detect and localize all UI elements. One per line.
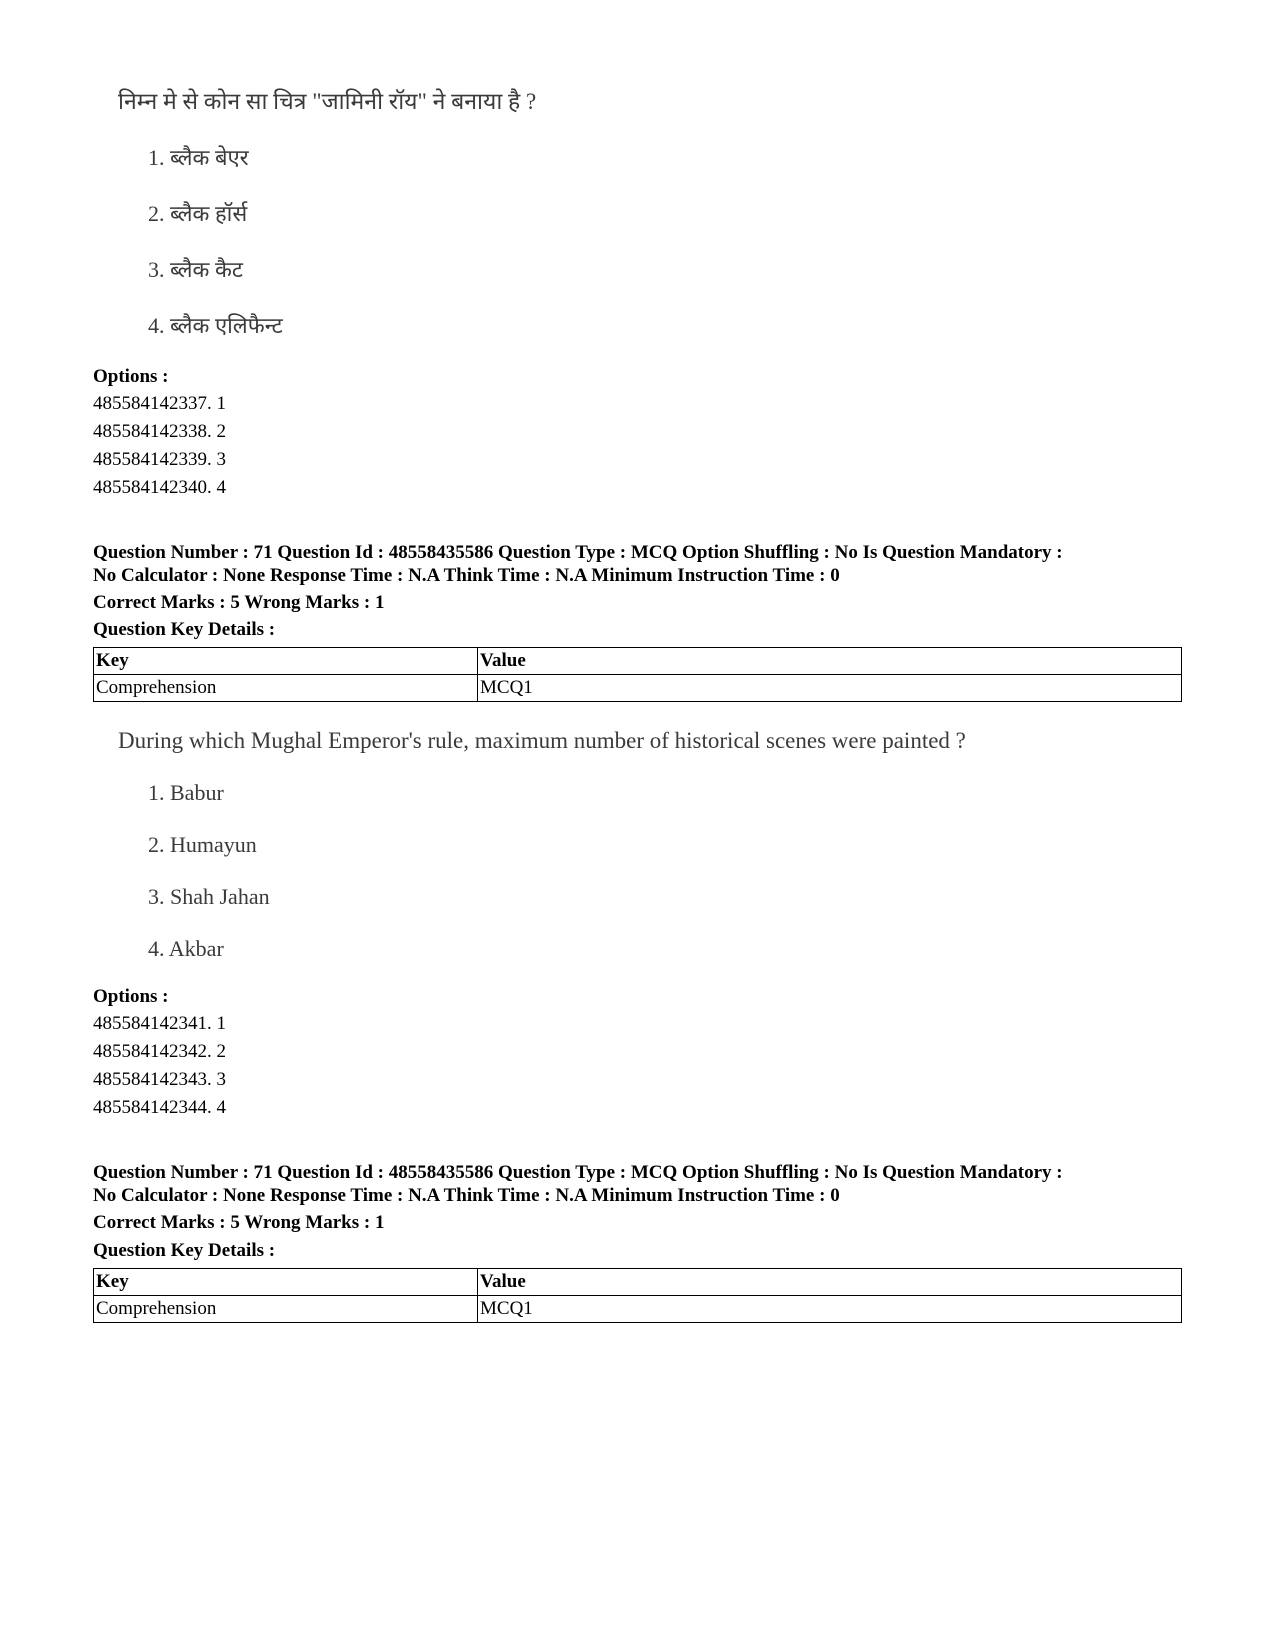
question-1-text: निम्न मे से कोन सा चित्र "जामिनी रॉय" ने बनाया है ? [118,89,537,114]
option-id-6: 485584142342. 2 [93,1041,226,1062]
question-meta-1 [93,541,1203,587]
option-id-2: 485584142338. 2 [93,421,226,442]
table-header-row [94,1269,1182,1296]
question-meta-line-2: No Calculator : None Response Time : N.A Think Time : N.A Minimum Instruction Time : 0 [93,565,840,586]
option-id-3: 485584142339. 3 [93,449,226,470]
marks-line-2: Correct Marks : 5 Wrong Marks : 1 [93,1212,385,1233]
option-id-1: 485584142337. 1 [93,393,226,414]
key-details-label-2: Question Key Details : [93,1240,276,1261]
option-id-8: 485584142344. 4 [93,1097,226,1118]
table-row [94,1296,1182,1323]
options-label-1: Options : [93,366,169,387]
table-header-row [94,648,1182,675]
key-details-label-1: Question Key Details : [93,619,276,640]
marks-line-1: Correct Marks : 5 Wrong Marks : 1 [93,592,385,613]
option-id-5: 485584142341. 1 [93,1013,226,1034]
question-1-choice-1: 1. ब्लैक बेएर [148,145,249,170]
option-id-4: 485584142340. 4 [93,477,226,498]
table-header-value: Value [478,1269,1182,1296]
question-2-choice-3: 3. Shah Jahan [148,884,270,909]
question-meta-line-1: Question Number : 71 Question Id : 48558435586 Question Type : MCQ Option Shuffling : No Is Question Mandatory : [93,1162,1063,1183]
question-1-choice-2: 2. ब्लैक हॉर्स [148,201,248,226]
question-meta-2 [93,1161,1203,1207]
table-cell-value: MCQ1 [478,675,1182,702]
question-meta-line-2: No Calculator : None Response Time : N.A Think Time : N.A Minimum Instruction Time : 0 [93,1185,840,1206]
question-1-choice-4: 4. ब्लैक एलिफैन्ट [148,313,283,338]
table-cell-key: Comprehension [94,1296,478,1323]
key-details-table-2 [93,1268,1182,1323]
question-2-choice-2: 2. Humayun [148,832,257,857]
question-1-choice-3: 3. ब्लैक कैट [148,257,243,282]
options-label-2: Options : [93,986,169,1007]
question-2-choice-4: 4. Akbar [148,936,224,961]
question-2-text: During which Mughal Emperor's rule, maximum number of historical scenes were painted ? [118,728,966,753]
question-meta-line-1: Question Number : 71 Question Id : 48558435586 Question Type : MCQ Option Shuffling : No Is Question Mandatory : [93,542,1063,563]
table-header-value: Value [478,648,1182,675]
table-cell-value: MCQ1 [478,1296,1182,1323]
option-id-7: 485584142343. 3 [93,1069,226,1090]
table-row [94,675,1182,702]
table-header-key: Key [94,1269,478,1296]
table-header-key: Key [94,648,478,675]
key-details-table-1 [93,647,1182,702]
question-2-choice-1: 1. Babur [148,780,224,805]
table-cell-key: Comprehension [94,675,478,702]
